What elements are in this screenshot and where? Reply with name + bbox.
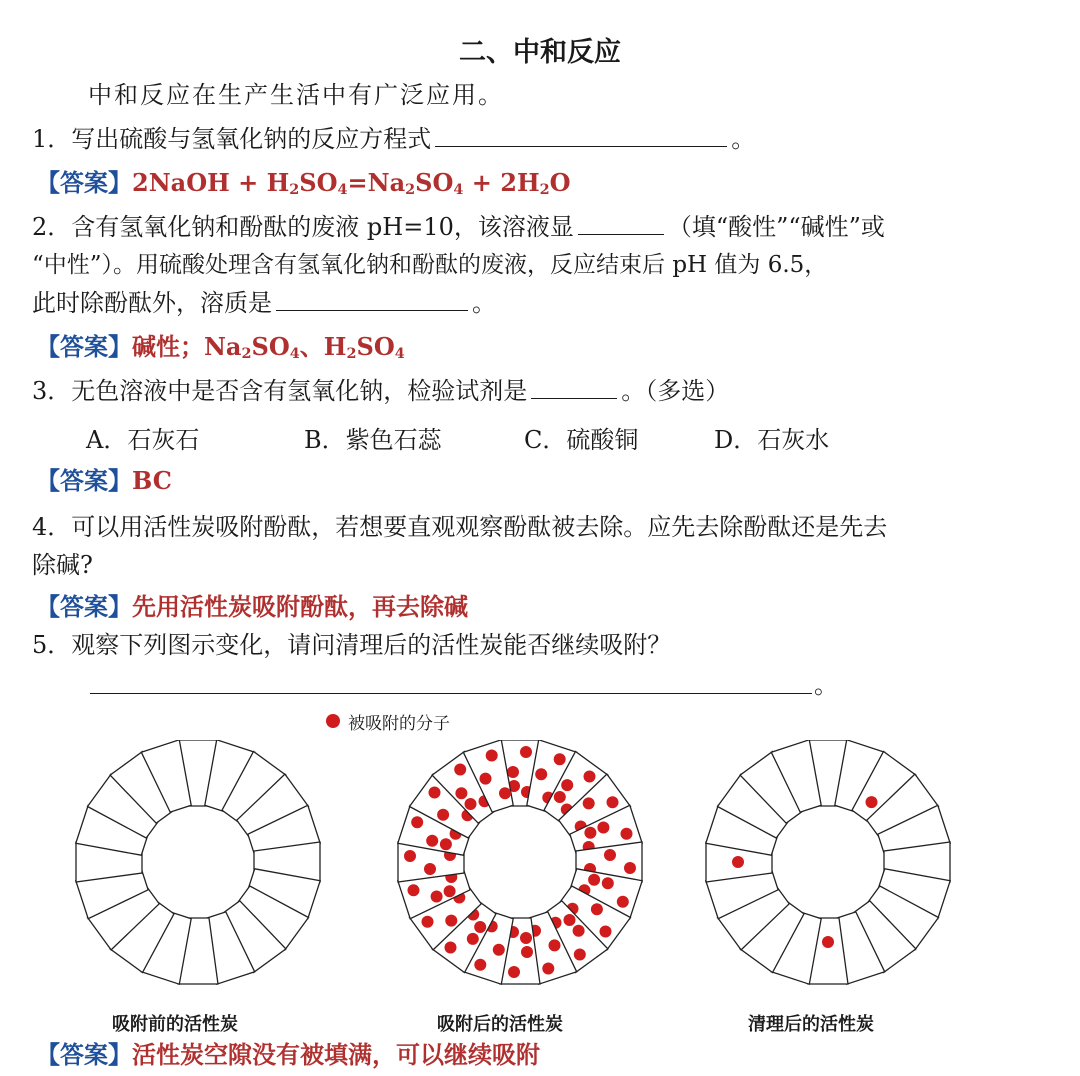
intro-text: 中和反应在生产生活中有广泛应用。 [88, 81, 504, 109]
adsorbed-molecule [444, 885, 456, 897]
question-2-line-3 [32, 286, 496, 320]
adsorbed-molecule [486, 750, 498, 762]
answer-4-value: 先用活性炭吸附酚酞，再去除碱 [132, 592, 468, 621]
carbon-ring-after-adsorption [398, 740, 642, 984]
answer-3 [36, 464, 172, 498]
molecule-legend-icon [326, 714, 340, 728]
question-2-text-c: 此时除酚酞外，溶质是 [32, 289, 272, 317]
adsorbed-molecule [588, 874, 600, 886]
adsorbed-molecule [521, 946, 533, 958]
adsorbed-molecule [465, 798, 477, 810]
adsorbed-molecule [621, 828, 633, 840]
caption-after: 吸附后的活性炭 [437, 1014, 563, 1035]
answer-label: 【答案】 [36, 1040, 132, 1069]
adsorbed-molecule [508, 966, 520, 978]
answer-blank [276, 286, 468, 311]
adsorbed-molecule [584, 827, 596, 839]
adsorbed-molecule [554, 791, 566, 803]
adsorbed-molecule [520, 932, 532, 944]
adsorbed-molecule [454, 764, 466, 776]
adsorbed-molecule [573, 925, 585, 937]
adsorbed-molecule [822, 936, 834, 948]
answer-5-value: 活性炭空隙没有被填满，可以继续吸附 [132, 1040, 540, 1069]
answer-2-value: 碱性；$Na_2SO_4$、$H_2SO_4$ [132, 332, 405, 362]
adsorbed-molecule [467, 933, 479, 945]
activated-carbon-diagrams [0, 740, 1080, 1000]
question-5: 5．观察下列图示变化，请问清理后的活性炭能否继续吸附？ [32, 631, 672, 659]
caption-before: 吸附前的活性炭 [112, 1014, 238, 1035]
adsorbed-molecule [507, 766, 519, 778]
answer-blank [531, 374, 617, 399]
adsorbed-molecule [597, 822, 609, 834]
adsorbed-molecule [554, 753, 566, 765]
adsorbed-molecule [411, 816, 423, 828]
adsorbed-molecule [732, 856, 744, 868]
adsorbed-molecule [574, 949, 586, 961]
answer-5 [36, 1038, 540, 1072]
adsorbed-molecule [422, 916, 434, 928]
answer-label: 【答案】 [36, 466, 132, 495]
adsorbed-molecule [520, 746, 532, 758]
adsorbed-molecule [535, 768, 547, 780]
question-2-text-b: （填“酸性”“碱性”或 [667, 213, 885, 241]
question-1 [32, 122, 755, 156]
adsorbed-molecule [542, 963, 554, 975]
question-2-text-a: 2．含有氢氧化钠和酚酞的废液 pH=10，该溶液显 [32, 213, 574, 241]
carbon-ring-before [76, 740, 320, 984]
question-2-end: 。 [472, 289, 496, 317]
adsorbed-molecule [493, 944, 505, 956]
adsorbed-molecule [445, 942, 457, 954]
adsorbed-molecule [607, 796, 619, 808]
adsorbed-molecule [455, 787, 467, 799]
adsorbed-molecule [440, 838, 452, 850]
adsorbed-molecule [591, 903, 603, 915]
option-b: B．紫色石蕊 [304, 426, 442, 454]
adsorbed-molecule [429, 787, 441, 799]
answer-blank [578, 210, 664, 235]
answer-1 [36, 166, 571, 207]
question-4-line-2: 除碱? [32, 551, 93, 579]
adsorbed-molecule [445, 915, 457, 927]
answer-label: 【答案】 [36, 592, 132, 621]
adsorbed-molecule [549, 939, 561, 951]
question-3-text-b: 。（多选） [621, 377, 730, 405]
caption-cleaned: 清理后的活性炭 [748, 1014, 874, 1035]
question-2-line-1 [32, 210, 885, 244]
adsorbed-molecule [480, 773, 492, 785]
question-3 [32, 374, 729, 408]
adsorbed-molecule [624, 862, 636, 874]
answer-blank [435, 122, 727, 147]
carbon-ring-after-cleaning [706, 740, 950, 984]
answer-label: 【答案】 [36, 168, 132, 197]
adsorbed-molecule [499, 787, 511, 799]
section-title: 二、中和反应 [459, 37, 621, 68]
legend-label: 被吸附的分子 [348, 714, 450, 734]
option-d: D．石灰水 [714, 426, 830, 454]
adsorbed-molecule [437, 809, 449, 821]
question-1-end: 。 [731, 125, 756, 153]
adsorbed-molecule [604, 849, 616, 861]
option-a: A．石灰石 [86, 426, 200, 454]
adsorbed-molecule [564, 914, 576, 926]
adsorbed-molecule [474, 921, 486, 933]
adsorbed-molecule [561, 779, 573, 791]
question-5-end: 。 [814, 671, 838, 699]
answer-label: 【答案】 [36, 332, 132, 361]
answer-blank [90, 693, 812, 694]
adsorbed-molecule [583, 797, 595, 809]
answer-1-value: 2NaOH + $H_2SO_4=Na_2SO_4 + 2H_2O$ [132, 168, 571, 198]
adsorbed-molecule [431, 891, 443, 903]
adsorbed-molecule [866, 796, 878, 808]
question-4-line-1: 4．可以用活性炭吸附酚酞，若想要直观观察酚酞被去除。应先去除酚酞还是先去 [32, 513, 888, 541]
adsorbed-molecule [600, 926, 612, 938]
question-3-text-a: 3．无色溶液中是否含有氢氧化钠，检验试剂是 [32, 377, 528, 405]
question-2-line-2: “中性”）。用硫酸处理含有氢氧化钠和酚酞的废液，反应结束后 pH 值为 6.5， [32, 252, 828, 278]
adsorbed-molecule [404, 850, 416, 862]
answer-3-value: BC [132, 466, 172, 495]
answer-4 [36, 590, 468, 624]
option-c: C．硫酸铜 [524, 426, 639, 454]
adsorbed-molecule [584, 771, 596, 783]
adsorbed-molecule [424, 863, 436, 875]
adsorbed-molecule [408, 884, 420, 896]
adsorbed-molecule [474, 959, 486, 971]
adsorbed-molecule [426, 835, 438, 847]
answer-2 [36, 330, 405, 371]
question-1-text: 1．写出硫酸与氢氧化钠的反应方程式 [32, 125, 432, 153]
adsorbed-molecule [602, 877, 614, 889]
adsorbed-molecule [617, 896, 629, 908]
